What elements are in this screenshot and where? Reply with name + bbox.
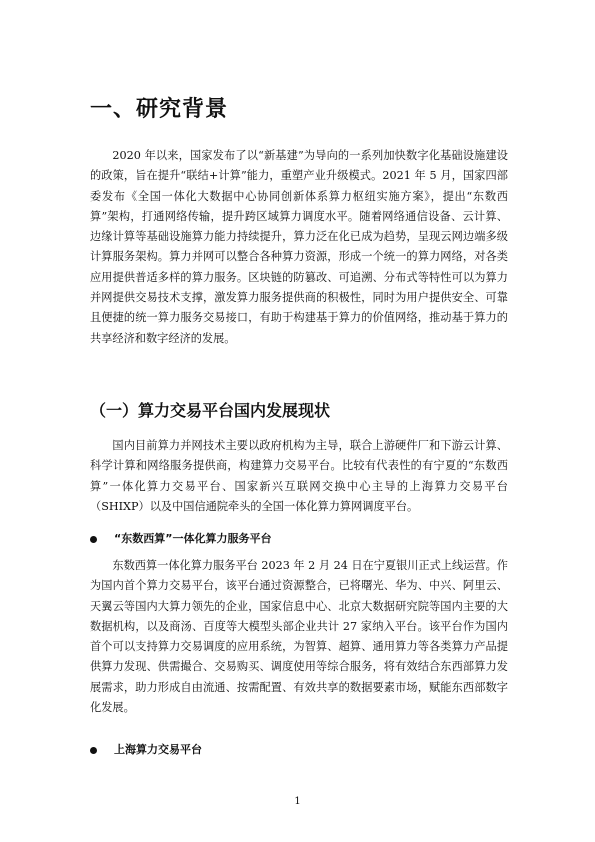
page-number: 1 [294,796,301,807]
bullet-item-shanghai-platform [90,743,202,757]
background-paragraph: 2020 年以来，国家发布了以“新基建”为导向的一系列加快数字化基础设施建设的政策，旨在提升“联结+计算”能力，重塑产业升级模式。2021 年 5 月，国家四部委发布《全国一体化大数据中心协同创新体系算力枢纽实施方案》，提出“东数西算”架构，打通网络传输，提升跨区域算力调度水平。随着网络通信设备、云计算、边缘计算等基础设施算力能力持续提升，算力泛在化已成为趋势，呈现云网边端多级计算服务架构。算力并网可以整合各种算力资源，形成一个统一的算力网络，对各类应用提供普适多样的算力服务。区块链的防篡改、可追溯、分布式等特性可以为算力并网提供交易技术支撑，激发算力服务提供商的积极性，同时为用户提供安全、可靠且便捷的统一算力服务交易接口，有助于构建基于算力的价值网络，推动基于算力的共享经济和数字经济的发展。 [90,149,508,345]
bullet-label: 上海算力交易平台 [114,743,202,756]
bullet-dot-icon [90,536,97,543]
bullet-dot-icon [90,747,97,754]
platform-description-paragraph: 东数西算一体化算力服务平台 2023 年 2 月 24 日在宁夏银川正式上线运营。作为国内首个算力交易平台，该平台通过资源整合，已将曙光、华为、中兴、阿里云、天翼云等国内大算力领先的企业，国家信息中心、北京大数据研究院等国内主要的大数据机构，以及商汤、百度等大模型头部企业共计 27 家纳入平台。该平台作为国内首个可以支持算力交易调度的应用系统，为智算、超算、通用算力等各类算力产品提供算力发现、供需撮合、交易购买、调度使用等综合服务，将有效结合东西部算力发展需求，助力形成自由流通、按需配置、有效共享的数据要素市场，赋能东西部数字化发展。 [90,559,508,715]
section-heading: 一、研究背景 [90,97,229,122]
bullet-label: “东数西算”一体化算力服务平台 [114,532,272,545]
domestic-status-paragraph: 国内目前算力并网技术主要以政府机构为主导，联合上游硬件厂和下游云计算、科学计算和网络服务提供商，构建算力交易平台。比较有代表性的有宁夏的“东数西算”一体化算力交易平台、国家新兴互联网交换中心主导的上海算力交易平台（SHIXP）以及中国信通院牵头的全国一体化算力算网调度平台。 [90,439,508,513]
bullet-item-east-data-west-compute [90,532,271,546]
subsection-heading: （一）算力交易平台国内发展现状 [90,401,331,420]
